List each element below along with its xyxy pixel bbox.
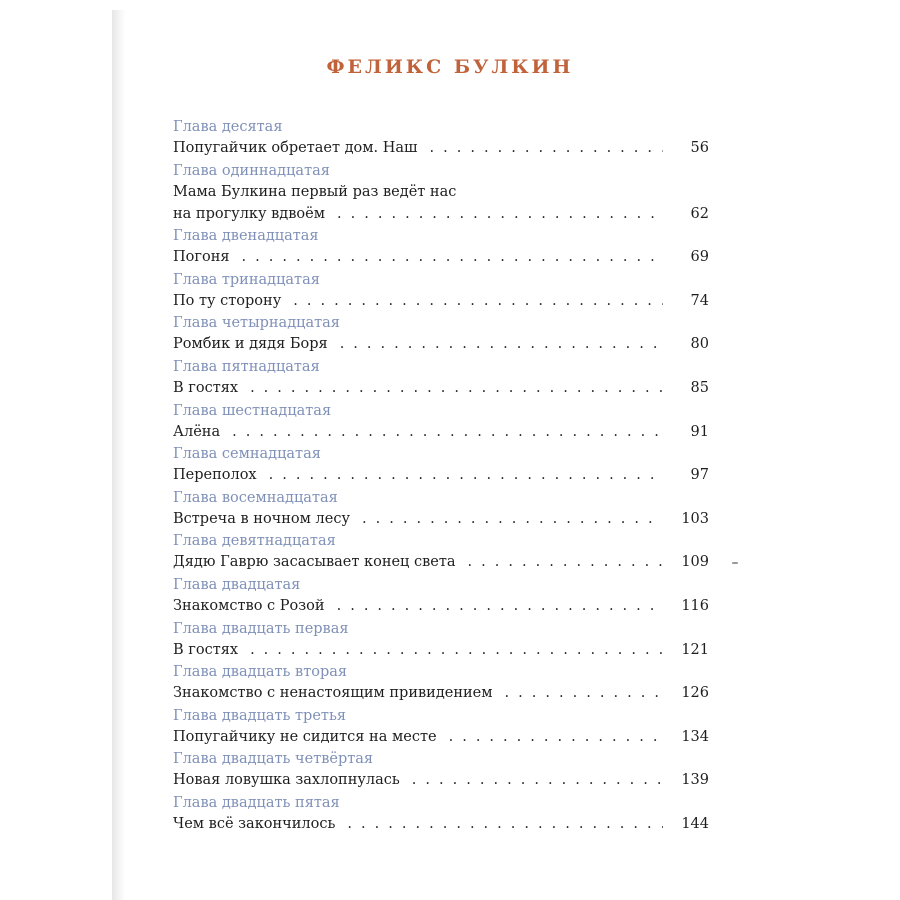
toc-line xyxy=(173,377,709,399)
chapter-title: Погоня xyxy=(173,249,230,266)
toc-entry xyxy=(173,575,709,619)
toc-line xyxy=(173,726,709,748)
chapter-label: Глава пятнадцатая xyxy=(173,358,320,375)
dot-leader xyxy=(412,769,663,791)
chapter-title: Алёна xyxy=(173,423,221,440)
page-number: 62 xyxy=(690,205,709,222)
chapter-title: Попугайчику не сидится на месте xyxy=(173,728,437,745)
page-number: 121 xyxy=(681,641,709,658)
toc-line xyxy=(173,333,709,355)
toc-line xyxy=(173,551,709,573)
page-speck xyxy=(732,562,738,564)
toc-entry xyxy=(173,662,709,706)
toc-entry xyxy=(173,270,709,314)
page-number: 56 xyxy=(690,140,709,156)
dot-leader xyxy=(250,377,663,399)
chapter-label: Глава десятая xyxy=(173,119,283,135)
page-number: 85 xyxy=(690,379,709,396)
chapter-title-line1: Мама Булкина первый раз ведёт нас xyxy=(173,183,457,200)
page-number: 126 xyxy=(681,685,709,702)
chapter-label: Глава двадцать третья xyxy=(173,707,346,724)
toc-line xyxy=(173,421,709,443)
page-number: 103 xyxy=(681,510,709,527)
toc-line xyxy=(173,639,709,661)
chapter-label: Глава двадцать пятая xyxy=(173,794,340,811)
toc-line xyxy=(173,137,709,159)
toc-entry xyxy=(173,161,709,227)
toc-entry xyxy=(173,749,709,793)
toc-entry xyxy=(173,401,709,445)
toc-line xyxy=(173,203,709,225)
dot-leader xyxy=(362,508,663,530)
toc-line xyxy=(173,508,709,530)
page-number: 74 xyxy=(690,292,709,309)
page-number: 80 xyxy=(690,336,709,353)
chapter-title: на прогулку вдвоём xyxy=(173,205,325,222)
chapter-title: Знакомство с ненастоящим привидением xyxy=(173,685,493,702)
dot-leader xyxy=(340,333,663,355)
chapter-title: Дядю Гаврю засасывает конец света xyxy=(173,554,456,571)
toc-line xyxy=(173,246,709,268)
dot-leader xyxy=(337,203,663,225)
chapter-title: Чем всё закончилось xyxy=(173,815,336,832)
chapter-title: Переполох xyxy=(173,467,257,484)
toc-line xyxy=(173,464,709,486)
chapter-title: Попугайчик обретает дом. Наш xyxy=(173,140,418,156)
page-number: 91 xyxy=(690,423,709,440)
chapter-title: В гостях xyxy=(173,379,239,396)
dot-leader xyxy=(269,464,663,486)
chapter-label: Глава четырнадцатая xyxy=(173,315,340,332)
toc-entry xyxy=(173,357,709,401)
book-title: ФЕЛИКС БУЛКИН xyxy=(326,56,574,78)
chapter-title: По ту сторону xyxy=(173,292,282,309)
page-number: 97 xyxy=(690,467,709,484)
page-number: 134 xyxy=(681,728,709,745)
dot-leader xyxy=(242,246,663,268)
toc-entry xyxy=(173,619,709,663)
chapter-title: Новая ловушка захлопнулась xyxy=(173,772,400,789)
dot-leader xyxy=(293,290,663,312)
page-spine-shadow xyxy=(112,10,126,900)
toc-entry xyxy=(173,793,709,837)
chapter-label: Глава двадцать вторая xyxy=(173,664,348,681)
chapter-label: Глава двадцать первая xyxy=(173,620,349,637)
dot-leader xyxy=(430,137,663,159)
chapter-label: Глава двадцатая xyxy=(173,576,301,593)
page-number: 139 xyxy=(681,772,709,789)
chapter-title: В гостях xyxy=(173,641,239,658)
page-number: 144 xyxy=(681,815,709,832)
chapter-label: Глава семнадцатая xyxy=(173,446,321,463)
chapter-label: Глава двадцать четвёртая xyxy=(173,751,374,768)
toc-entry xyxy=(173,226,709,270)
chapter-title: Встреча в ночном лесу xyxy=(173,510,350,527)
toc-entry xyxy=(173,488,709,532)
chapter-label: Глава одиннадцатая xyxy=(173,162,330,179)
toc-line xyxy=(173,769,709,791)
dot-leader xyxy=(250,639,663,661)
page-number: 116 xyxy=(681,597,709,614)
dot-leader xyxy=(232,421,663,443)
toc-line xyxy=(173,813,709,835)
page-number: 69 xyxy=(690,249,709,266)
chapter-title: Ромбик и дядя Боря xyxy=(173,336,328,353)
table-of-contents xyxy=(173,117,709,837)
chapter-label: Глава шестнадцатая xyxy=(173,402,332,419)
toc-line xyxy=(173,595,709,617)
dot-leader xyxy=(449,726,663,748)
toc-entry xyxy=(173,706,709,750)
dot-leader xyxy=(468,551,663,573)
dot-leader xyxy=(337,595,663,617)
chapter-label: Глава восемнадцатая xyxy=(173,489,338,506)
chapter-title: Знакомство с Розой xyxy=(173,597,325,614)
chapter-label: Глава тринадцатая xyxy=(173,271,320,288)
toc-entry xyxy=(173,313,709,357)
toc-line xyxy=(173,682,709,704)
toc-entry xyxy=(173,444,709,488)
toc-entry xyxy=(173,531,709,575)
toc-line xyxy=(173,290,709,312)
dot-leader xyxy=(347,813,663,835)
page-number: 109 xyxy=(681,554,709,571)
toc-entry xyxy=(173,117,709,161)
dot-leader xyxy=(505,682,663,704)
chapter-label: Глава девятнадцатая xyxy=(173,533,336,550)
chapter-label: Глава двенадцатая xyxy=(173,228,319,245)
